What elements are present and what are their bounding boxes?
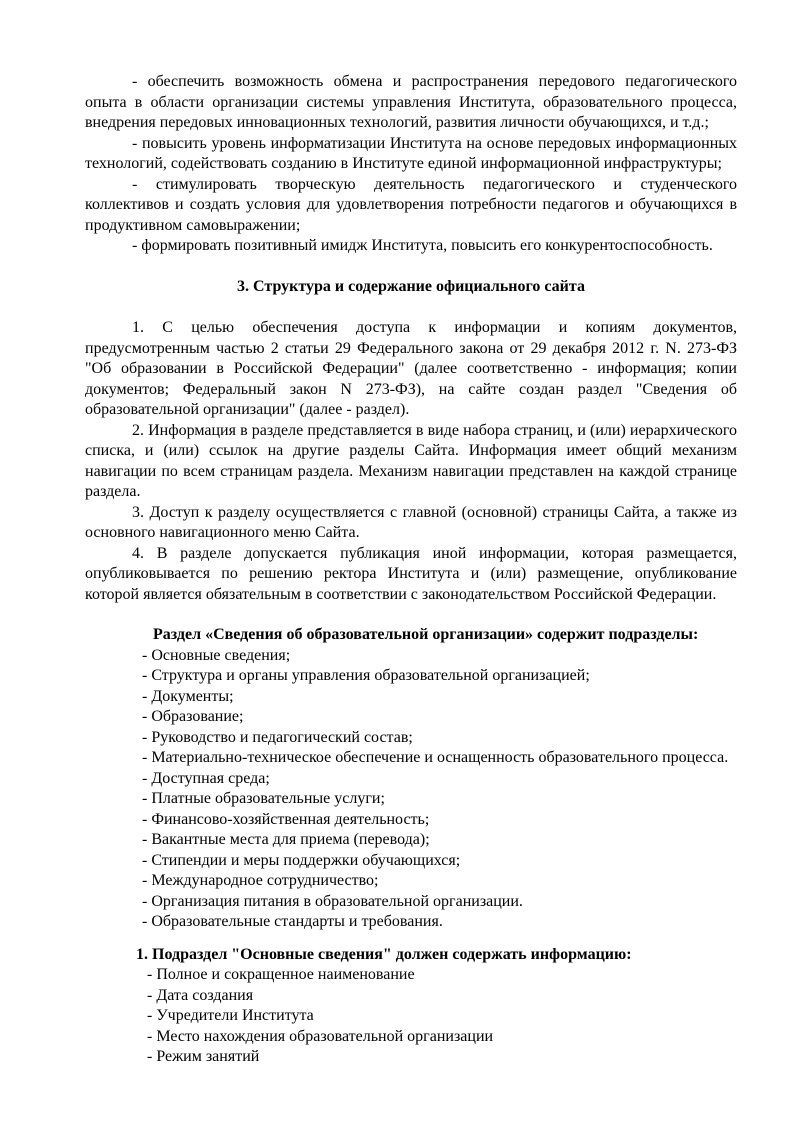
intro-paragraph: - повысить уровень информатизации Института на основе передовых информационных технологий, содействовать созданию в Институте единой информационной инфраструктуры; [85,134,737,172]
basic-info-list [85,965,737,1068]
list-item: - Документы; [142,687,234,705]
section-paragraph: 3. Доступ к разделу осуществляется с главной (основной) страницы Сайта, а также из основного навигационного меню Сайта. [85,503,737,541]
list-item: - Образовательные стандарты и требования. [142,913,443,930]
list-item: - Доступная среда; [142,769,270,787]
section-paragraph: 2. Информация в разделе представляется в виде набора страниц, и (или) иерархического списка, и (или) ссылок на другие разделы Сайта. Информация имеет общий механизм навигации по всем страницам раздела. Механизм навигации представлен на каждой странице раздела. [85,421,737,500]
intro-paragraph: - формировать позитивный имидж Института, повысить его конкурентоспособность. [132,237,713,254]
intro-paragraph: - стимулировать творческую деятельность педагогического и студенческого коллективов и создать условия для удовлетворения потребности педагогов и обучающихся в продуктивном самовыражении; [85,175,737,234]
list-item: - Руководство и педагогический состав; [142,728,413,746]
subsections-list [85,646,737,933]
list-item: - Учредители Института [147,1007,314,1024]
list-item: - Стипендии и меры поддержки обучающихся; [142,851,461,869]
section-paragraph: 4. В разделе допускается публикация иной информации, которая размещается, опубликовывается по решению ректора Института и (или) размещение, опубликование которой является обязательным в соответствии с законодательством Российской Федерации. [85,544,737,603]
section-paragraph: 1. С целью обеспечения доступа к информации и копиям документов, предусмотренным частью 2 статьи 29 Федерального закона от 29 декабря 2012 г. N. 273-ФЗ "Об образовании в Российской Федерации" (далее соответственно - информация; копии документов; Федеральный закон N 273-ФЗ), на сайте создан раздел "Сведения об образовательной организации" (далее - раздел). [85,319,737,418]
subsections-heading: Раздел «Сведения об образовательной организации» содержит подразделы: [153,626,699,643]
list-item: - Структура и органы управления образовательной организацией; [142,667,590,684]
basic-info-heading: 1. Подраздел "Основные сведения" должен содержать информацию: [136,945,632,963]
list-item: - Вакантные места для приема (перевода); [142,831,430,848]
list-item: - Полное и сокращенное наименование [147,966,415,983]
list-item: - Организация питания в образовательной организации. [142,892,523,910]
list-item: - Международное сотрудничество; [142,872,379,889]
section-heading: 3. Структура и содержание официального сайта [237,277,585,295]
list-item: - Платные образовательные услуги; [142,790,385,807]
list-item: - Образование; [142,708,244,725]
list-item: - Место нахождения образовательной организации [147,1027,494,1045]
list-item: - Режим занятий [147,1048,260,1065]
list-item: - Основные сведения; [142,646,291,664]
intro-paragraph: - обеспечить возможность обмена и распространения передового педагогического опыта в области организации системы управления Института, образовательного процесса, внедрения передовых инновационных технологий, развития личности обучающихся, и т.д.; [85,73,737,131]
list-item: - Материально-техническое обеспечение и оснащенность образовательного процесса. [142,749,729,766]
list-item: - Дата создания [147,986,254,1004]
list-item: - Финансово-хозяйственная деятельность; [142,810,430,828]
